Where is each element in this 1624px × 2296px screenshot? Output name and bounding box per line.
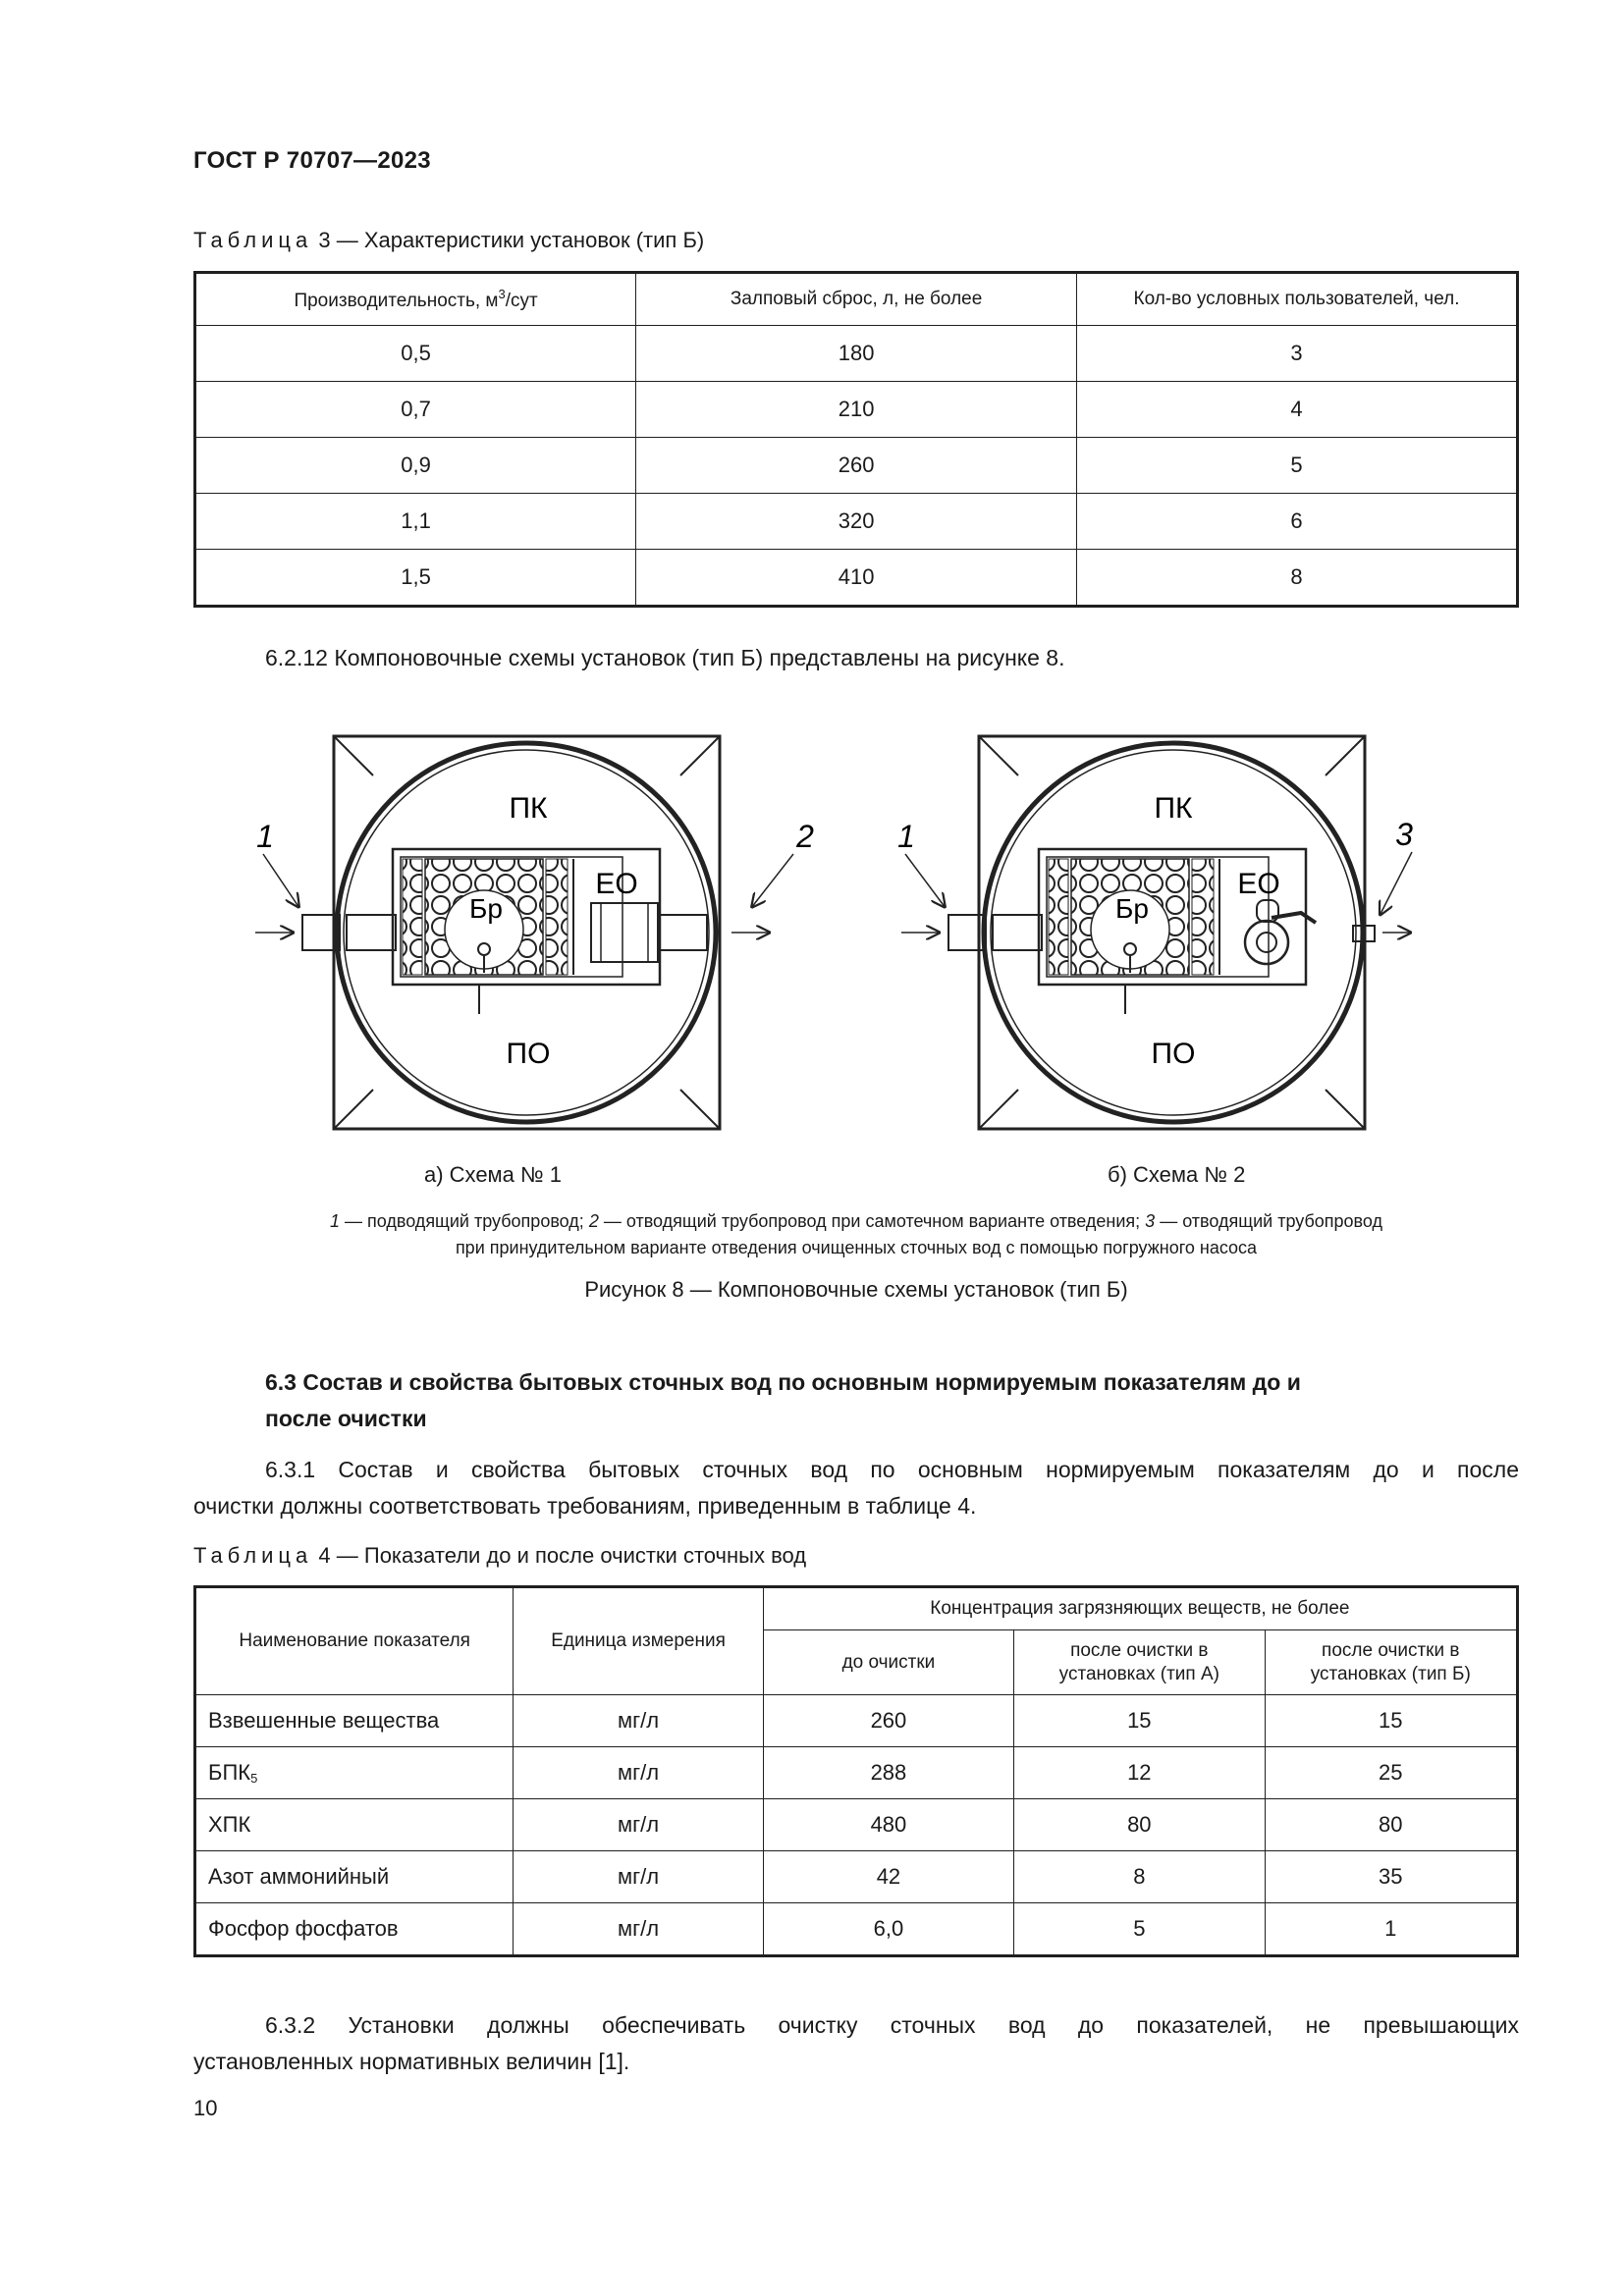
table4-cell-unit: мг/л xyxy=(514,1747,763,1799)
table3-cell-discharge: 210 xyxy=(636,382,1077,438)
table4-cell-a: 12 xyxy=(1014,1747,1265,1799)
table3-row xyxy=(195,438,1518,494)
paragraph-6-3-2-line-1: 6.3.2 Установки должны обеспечивать очистку сточных вод до показателей, не превышающих xyxy=(265,2012,1519,2038)
table3-row xyxy=(195,326,1518,382)
table4-cell-before: 260 xyxy=(763,1695,1013,1747)
table3-cell-discharge: 180 xyxy=(636,326,1077,382)
table3-cell-capacity: 0,5 xyxy=(195,326,636,382)
table4-cell-b: 35 xyxy=(1265,1851,1517,1903)
scheme-1-pk-label: ПК xyxy=(509,792,548,825)
table4-cell-name: $БПК_5$ xyxy=(195,1747,514,1799)
table4-caption-num: 4 xyxy=(318,1543,331,1568)
figure-8-caption-a: а) Схема № 1 xyxy=(424,1162,562,1187)
paragraph-6-3-2-line-2: установленных нормативных величин [1]. xyxy=(193,2049,630,2074)
table4-cell-b: 15 xyxy=(1265,1695,1517,1747)
scheme-2-po-label: ПО xyxy=(1151,1038,1196,1070)
table4 xyxy=(193,1585,1519,1957)
section-6-3-heading-line-1: 6.3 Состав и свойства бытовых сточных вод по основным нормируемым показателям до и xyxy=(265,1369,1301,1395)
scheme-1-br-label: Бр xyxy=(469,893,503,924)
table4-cell-before: 288 xyxy=(763,1747,1013,1799)
table4-head-name: Наименование показателя xyxy=(195,1587,514,1695)
table3-caption-prefix: Таблица xyxy=(193,228,313,252)
table4-cell-before: 480 xyxy=(763,1799,1013,1851)
figure-8-legend-line-1: 1 — подводящий трубопровод; 2 — отводящий трубопровод при самотечном варианте отведения; 3 — отводящий трубопровод xyxy=(329,1211,1383,1231)
table3-head-discharge: Залповый сброс, л, не более xyxy=(636,273,1077,326)
section-6-3-heading-line-2: после очистки xyxy=(265,1406,427,1431)
table4-cell-unit: мг/л xyxy=(514,1799,763,1851)
table4-caption-title: — Показатели до и после очистки сточных вод xyxy=(336,1543,807,1568)
table4-head-after-a: после очистки в установках (тип А) xyxy=(1014,1630,1265,1695)
table4-cell-a: 80 xyxy=(1014,1799,1265,1851)
table4-cell-before: 6,0 xyxy=(763,1903,1013,1956)
page-number: 10 xyxy=(193,2096,218,2120)
table4-cell-name: ХПК xyxy=(195,1799,514,1851)
table4-cell-b: 80 xyxy=(1265,1799,1517,1851)
table4-cell-name: Фосфор фосфатов xyxy=(195,1903,514,1956)
scheme-2-br-label: Бр xyxy=(1115,893,1149,924)
table4-head-after-b: после очистки в установках (тип Б) xyxy=(1265,1630,1517,1695)
table4-cell-a: 8 xyxy=(1014,1851,1265,1903)
table3-row xyxy=(195,550,1518,607)
table3-header-row xyxy=(195,273,1518,326)
table3-cell-discharge: 260 xyxy=(636,438,1077,494)
table4-cell-unit: мг/л xyxy=(514,1695,763,1747)
table4-row xyxy=(195,1799,1518,1851)
figure-8-legend-line-2: при принудительном варианте отведения очищенных сточных вод с помощью погружного насоса xyxy=(455,1238,1258,1257)
table4-head-concentration: Концентрация загрязняющих веществ, не более xyxy=(763,1587,1517,1630)
table4-cell-b: 25 xyxy=(1265,1747,1517,1799)
table3-cell-capacity: 1,1 xyxy=(195,494,636,550)
table3-cell-users: 8 xyxy=(1077,550,1518,607)
table3-cell-capacity: 0,9 xyxy=(195,438,636,494)
table4-cell-a: 15 xyxy=(1014,1695,1265,1747)
scheme-2-eo-label: ЕО xyxy=(1237,868,1280,900)
table3 xyxy=(193,271,1519,608)
table4-caption xyxy=(193,1543,806,1569)
figure-8-caption: Рисунок 8 — Компоновочные схемы установок (тип Б) xyxy=(584,1277,1128,1302)
figure-8-diagram xyxy=(236,721,1414,1153)
table3-cell-discharge: 410 xyxy=(636,550,1077,607)
table4-cell-b: 1 xyxy=(1265,1903,1517,1956)
paragraph-6-2-12: 6.2.12 Компоновочные схемы установок (тип Б) представлены на рисунке 8. xyxy=(265,645,1065,670)
scheme-1-callout-in: 1 xyxy=(256,819,274,854)
table3-cell-users: 4 xyxy=(1077,382,1518,438)
table4-cell-before: 42 xyxy=(763,1851,1013,1903)
scheme-2-callout-out: 3 xyxy=(1395,817,1413,852)
table3-caption-title: — Характеристики установок (тип Б) xyxy=(336,228,705,252)
scheme-1-callout-out: 2 xyxy=(796,819,814,854)
scheme-2-pk-label: ПК xyxy=(1154,792,1193,825)
table3-head-capacity: Производительность, $м^3$/сут xyxy=(195,273,636,326)
table3-cell-users: 3 xyxy=(1077,326,1518,382)
table4-caption-prefix: Таблица xyxy=(193,1543,313,1568)
table4-header-row-1 xyxy=(195,1587,1518,1630)
table4-row xyxy=(195,1695,1518,1747)
scheme-2-callout-in: 1 xyxy=(897,819,915,854)
table3-head-users: Кол-во условных пользователей, чел. xyxy=(1077,273,1518,326)
table3-cell-capacity: 1,5 xyxy=(195,550,636,607)
table4-cell-name: Азот аммонийный xyxy=(195,1851,514,1903)
table3-cell-users: 5 xyxy=(1077,438,1518,494)
table4-row xyxy=(195,1903,1518,1956)
paragraph-6-3-1-line-1: 6.3.1 Состав и свойства бытовых сточных вод по основным нормируемым показателям до и после xyxy=(265,1457,1519,1482)
figure-8-legend xyxy=(193,1208,1519,1261)
table4-row xyxy=(195,1747,1518,1799)
table3-cell-discharge: 320 xyxy=(636,494,1077,550)
figure-8-caption-b: б) Схема № 2 xyxy=(1108,1162,1246,1187)
table3-caption-num: 3 xyxy=(318,228,331,252)
paragraph-6-3-1-line-2: очистки должны соответствовать требованиям, приведенным в таблице 4. xyxy=(193,1493,977,1519)
scheme-1-po-label: ПО xyxy=(506,1038,551,1070)
table4-cell-unit: мг/л xyxy=(514,1851,763,1903)
scheme-1-eo-label: ЕО xyxy=(595,868,638,900)
table3-row xyxy=(195,382,1518,438)
scheme-2 xyxy=(897,736,1413,1129)
table4-cell-unit: мг/л xyxy=(514,1903,763,1956)
table3-row xyxy=(195,494,1518,550)
document-header: ГОСТ Р 70707—2023 xyxy=(193,147,431,174)
table3-cell-capacity: 0,7 xyxy=(195,382,636,438)
scheme-1 xyxy=(255,736,814,1129)
table4-cell-name: Взвешенные вещества xyxy=(195,1695,514,1747)
table4-row xyxy=(195,1851,1518,1903)
table3-cell-users: 6 xyxy=(1077,494,1518,550)
table4-head-unit: Единица измерения xyxy=(514,1587,763,1695)
table3-caption xyxy=(193,228,704,253)
table4-head-before: до очистки xyxy=(763,1630,1013,1695)
table4-cell-a: 5 xyxy=(1014,1903,1265,1956)
